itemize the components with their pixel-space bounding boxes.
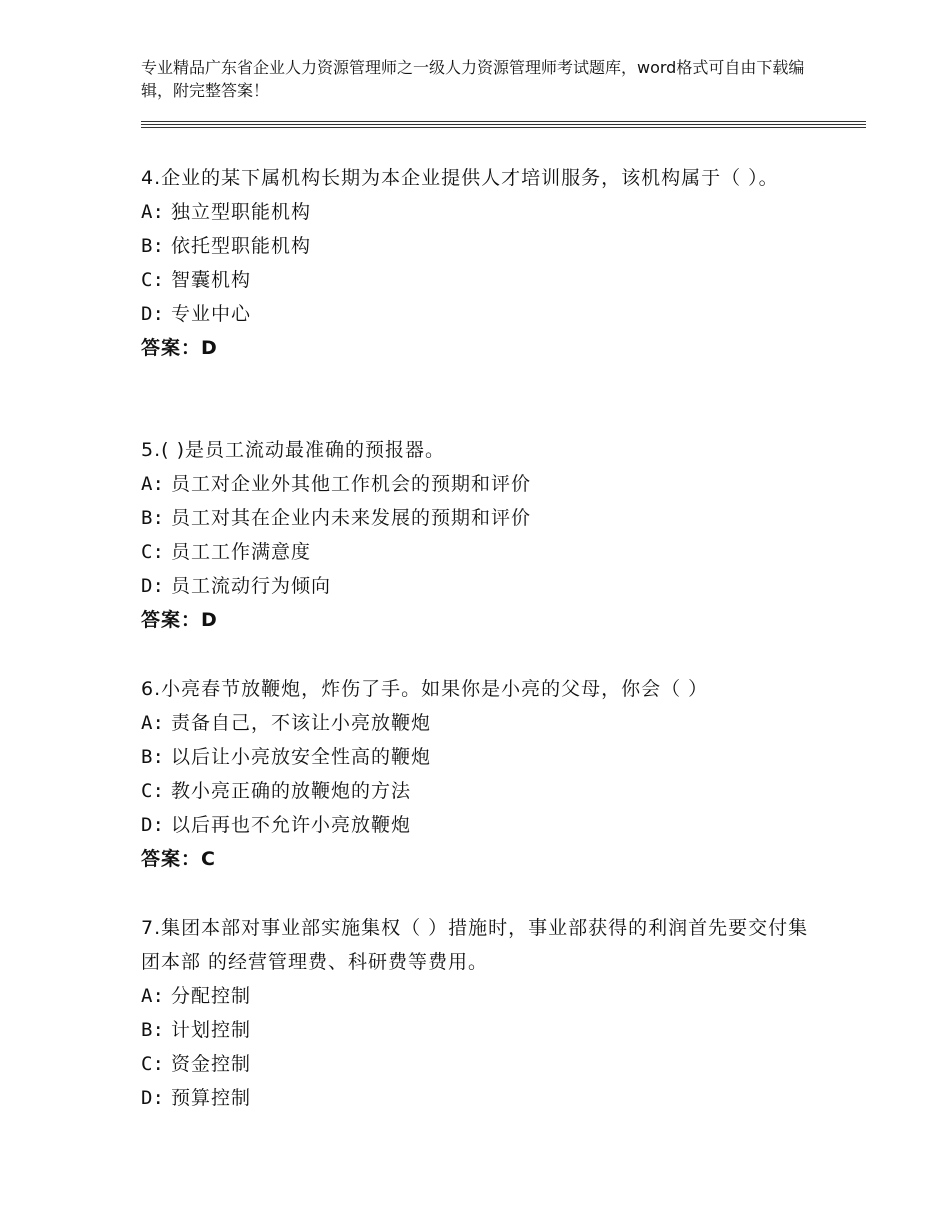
option-b [141,229,821,263]
option-d [141,297,821,331]
option-text: 以后让小亮放安全性高的鞭炮 [170,746,431,768]
option-text: 资金控制 [170,1053,251,1075]
option-a [141,467,821,501]
option-letter: D: [141,303,164,325]
option-a [141,706,821,740]
option-letter: A: [141,985,164,1007]
question-block [141,911,821,1115]
option-c [141,774,821,808]
option-text: 员工对企业外其他工作机会的预期和评价 [170,473,531,495]
option-letter: B: [141,235,164,257]
header-text: 专业精品广东省企业人力资源管理师之一级人力资源管理师考试题库，word格式可自由下载编辑，附完整答案！ [141,58,805,100]
question-block [141,433,821,637]
option-b [141,1013,821,1047]
option-d [141,569,821,603]
option-a [141,195,821,229]
answer-line: 答案：D [141,609,218,631]
option-letter: D: [141,814,164,836]
option-text: 分配控制 [170,985,251,1007]
option-d [141,808,821,842]
option-letter: B: [141,1019,164,1041]
option-letter: D: [141,575,164,597]
option-letter: A: [141,473,164,495]
option-text: 计划控制 [170,1019,251,1041]
option-text: 教小亮正确的放鞭炮的方法 [170,780,411,802]
option-c [141,535,821,569]
option-letter: A: [141,201,164,223]
question-stem: 7.集团本部对事业部实施集权（ ）措施时，事业部获得的利润首先要交付集团本部 的经营管理费、科研费等费用。 [141,917,809,973]
question-block [141,161,821,365]
option-text: 预算控制 [170,1087,251,1109]
answer-line: 答案：D [141,337,218,359]
option-d [141,1081,821,1115]
document-header [141,56,821,102]
option-text: 员工流动行为倾向 [170,575,331,597]
option-b [141,740,821,774]
option-text: 专业中心 [170,303,251,325]
question-stem: 5.( )是员工流动最准确的预报器。 [141,439,445,461]
question-block [141,672,821,876]
option-text: 责备自己，不该让小亮放鞭炮 [170,712,431,734]
option-c [141,1047,821,1081]
option-a [141,979,821,1013]
option-b [141,501,821,535]
option-text: 智囊机构 [170,269,251,291]
option-letter: A: [141,712,164,734]
option-letter: C: [141,1053,164,1075]
header-rule [141,127,866,128]
option-letter: D: [141,1087,164,1109]
option-letter: C: [141,269,164,291]
answer-line: 答案：C [141,848,216,870]
header-rule [141,121,866,122]
question-stem: 4.企业的某下属机构长期为本企业提供人才培训服务，该机构属于（ ）。 [141,167,779,189]
option-letter: C: [141,541,164,563]
option-text: 依托型职能机构 [170,235,311,257]
option-text: 以后再也不允许小亮放鞭炮 [170,814,411,836]
option-c [141,263,821,297]
question-stem: 6.小亮春节放鞭炮，炸伤了手。如果你是小亮的父母，你会（ ） [141,678,709,700]
option-letter: B: [141,507,164,529]
option-text: 员工工作满意度 [170,541,311,563]
header-rule [141,124,866,125]
option-letter: C: [141,780,164,802]
option-text: 独立型职能机构 [170,201,311,223]
option-text: 员工对其在企业内未来发展的预期和评价 [170,507,531,529]
option-letter: B: [141,746,164,768]
